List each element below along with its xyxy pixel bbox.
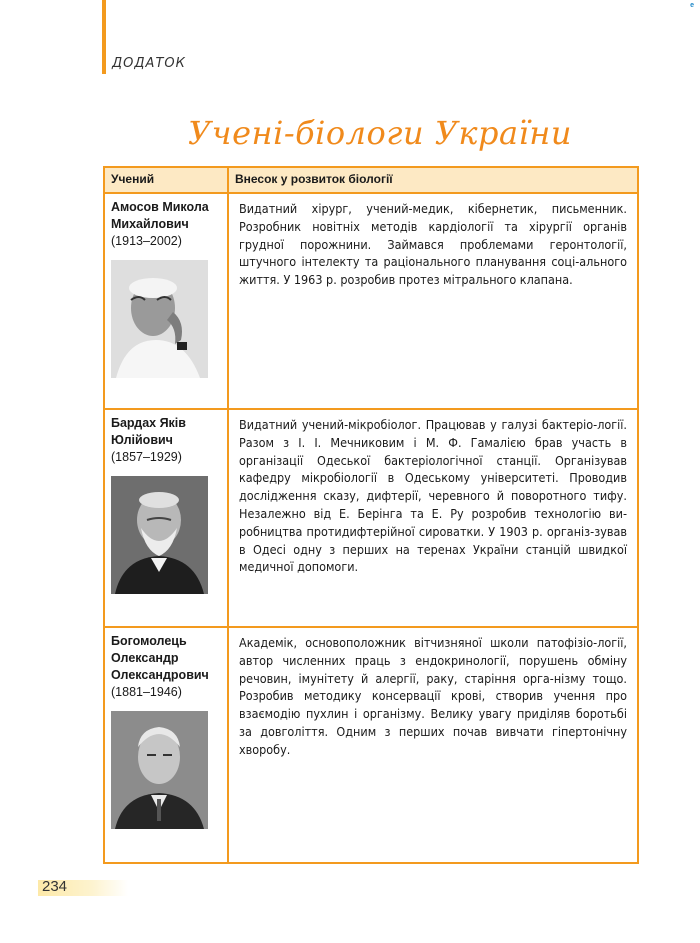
scientist-name: Амосов Микола Михайлович [111,200,209,231]
page-title: Учені-біологи України [188,114,572,152]
page-number: 234 [42,878,68,895]
scientists-table [103,166,639,864]
scientist-name: Бардах Яків Юлійович [111,416,186,447]
table-row [104,409,638,627]
scientist-cell [104,409,228,627]
contribution-text: Академік, основоположник вітчизняної школи патофізіо-логії, автор численних праць з ендокринології, порушень обміну речовин, імунітету й алергії, раку, старіння орга-нізму тощо. Розробив методику консервації крові, створив учення про взаємодію пухлин і організму. Велику увагу приділяв боротьбі за довголіття. Одним з перших почав вивчати гіпертонічну хворобу. [228,627,638,863]
column-header-scientist: Учений [104,167,228,193]
scientist-portrait-photo [111,711,208,829]
scientist-years: (1913–2002) [111,234,182,248]
table-header-row [104,167,638,193]
section-accent-bar [102,0,106,74]
scientist-years: (1881–1946) [111,685,182,699]
scientist-cell [104,627,228,863]
contribution-text: Видатний хірург, учений-медик, кібернетик, письменник. Розробник новітніх методів кардіології та хірургії органів грудної порожнини. Займався проблемами геронтології, штучного інтелекту та раціонального планування соці-ального життя. У 1963 р. розробив протез мітрального клапана. [228,193,638,409]
scientist-cell [104,193,228,409]
scientist-name: Богомолець Олександр Олександрович [111,634,209,682]
publisher-logo: e [690,2,694,9]
scientist-years: (1857–1929) [111,450,182,464]
table-row [104,193,638,409]
column-header-contribution: Внесок у розвиток біології [228,167,638,193]
scientist-portrait-photo [111,260,208,378]
table-row [104,627,638,863]
section-label: ДОДАТОК [112,56,186,71]
contribution-text: Видатний учений-мікробіолог. Працював у галузі бактеріо-логії. Разом з І. І. Мечниковим і М. Ф. Гамалією брав участь в організації Одеської бактеріологічної станції. Організував кафедру мікробіології в Одеському університеті. Проводив дослідження сказу, дифтерії, черевного й поворотного тифу. Незалежно від Е. Берінга та Е. Ру розробив технологію ви-робництва протидифтерійної сироватки. У 1903 р. організ-зував в Одесі одну з перших на теренах України станцій швидкої медичної допомоги. [228,409,638,627]
scientist-portrait-photo [111,476,208,594]
